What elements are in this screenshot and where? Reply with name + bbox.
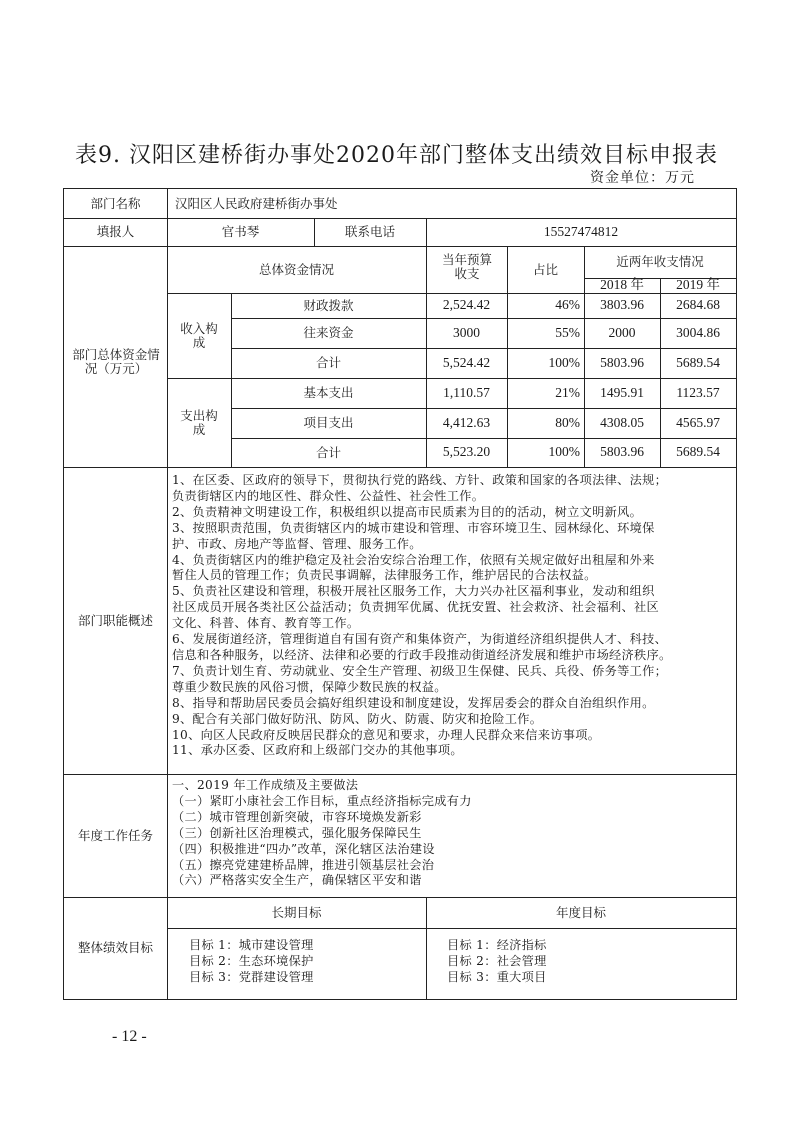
phone-label: 联系电话 [344,224,395,240]
text-line: （五）擦亮党建建桥品牌，推进引领基层社会治 [172,857,435,872]
text-line: （二）城市管理创新突破，市容环境焕发新彩 [172,809,422,824]
row-name: 合计 [315,355,341,371]
text-line: 社区成员开展各类社区公益活动；负责拥军优属、优抚安置、社会救济、社会福利、社区 [172,600,660,615]
row-budget: 3000 [453,324,480,340]
goal-item: 目标 1：城市建设管理 [189,938,314,952]
text-line: 3、按照职责范围，负责街辖区内的城市建设和管理、市容环境卫生、园林绿化、环境保 [172,520,655,535]
row-name: 往来资金 [303,325,354,341]
goal-item: 目标 2：社会管理 [447,953,547,968]
col-divider [167,189,168,999]
expense-label: 支出构成 [180,408,218,437]
text-line: （四）积极推进“四办”改革，深化辖区法治建设 [172,841,435,856]
text-line: 9、配合有关部门做好防汛、防风、防火、防震、防灾和抢险工作。 [172,711,543,726]
row-ratio: 100% [548,444,580,460]
col-budget-header: 当年预算收支 [441,252,492,281]
row-name: 基本支出 [303,385,354,401]
functions-label: 部门职能概述 [77,612,153,628]
row-2019: 3004.86 [676,324,720,340]
row-budget: 1,110.57 [443,384,490,400]
text-line: 尊重少数民族的风俗习惯，保障少数民族的权益。 [172,679,447,694]
text-line: 2、负责精神文明建设工作，积极组织以提高市民质素为目的的活动，树立文明新风。 [172,504,643,519]
document-title: 表9. 汉阳区建桥街办事处2020年部门整体支出绩效目标申报表 [75,143,718,168]
long-term-header: 长期目标 [271,904,322,920]
text-line: （一）紧盯小康社会工作目标，重点经济指标完成有力 [172,793,472,808]
row-name: 项目支出 [303,415,354,431]
dept-name-label: 部门名称 [90,195,141,211]
phone-value: 15527474812 [543,223,619,239]
row-ratio: 55% [555,324,580,340]
text-line: 4、负责街辖区内的维护稳定及社会治安综合治理工作，依照有关规定做好出租屋和外来 [172,552,655,567]
row-ratio: 80% [555,414,580,430]
tasks-label: 年度工作任务 [77,827,153,843]
text-line: 6、发展街道经济，管理街道自有国有资产和集体资产，为街道经济组织提供人才、科技、 [172,632,668,647]
text-line: 护、市政、房地产等监督、管理、服务工作。 [172,536,422,551]
text-line: 文化、科普、体育、教育等工作。 [172,616,360,631]
row-2018: 1495.91 [600,384,644,400]
functions-text [172,473,734,759]
goal-item: 目标 3：重大项目 [447,969,547,984]
col-ratio-header: 占比 [532,261,558,277]
row-2018: 4308.05 [600,414,644,430]
text-line: 信息和各种服务，以经济、法律和必要的行政手段推动街道经济发展和维护市场经济秩序。 [172,647,672,662]
goals-label: 整体绩效目标 [77,940,153,956]
income-label: 收入构成 [180,321,218,350]
col-recent-header: 近两年收支情况 [616,254,704,270]
text-line: 11、承办区委、区政府和上级部门交办的其他事项。 [172,743,463,758]
annual-goals [447,938,547,986]
goal-item: 目标 2：生态环境保护 [189,953,314,968]
row-budget: 2,524.42 [442,297,491,313]
row-2019: 1123.57 [676,384,720,400]
row-budget: 4,412.63 [442,414,491,430]
dept-name-value: 汉阳区人民政府建桥街办事处 [175,195,338,211]
text-line: 7、负责计划生育、劳动就业、安全生产管理、初级卫生保健、民兵、兵役、侨务等工作； [172,663,668,678]
text-line: 5、负责社区建设和管理，积极开展社区服务工作，大力兴办社区福利事业，发动和组织 [172,584,655,599]
row-2019: 5689.54 [676,354,720,370]
row-2018: 5803.96 [600,354,644,370]
text-line: （六）严格落实安全生产，确保辖区平安和谐 [172,873,422,888]
page-number: - 12 - [112,1028,147,1045]
row-2019: 2684.68 [676,297,720,313]
text-line: （三）创新社区治理模式，强化服务保障民生 [172,825,422,840]
row-2018: 3803.96 [600,297,644,313]
reporter-value: 官书琴 [221,224,260,240]
row-budget: 5,524.42 [442,354,491,370]
annual-header: 年度目标 [555,904,606,920]
long-term-goals [189,938,314,986]
row-name: 合计 [315,444,341,460]
row-2018: 2000 [608,324,636,340]
row-2019: 4565.97 [676,414,720,430]
row-divider [167,928,736,929]
col-2019-header: 2019 年 [676,277,720,293]
text-line: 10、向区人民政府反映居民群众的意见和要求，办理人民群众来信来访事项。 [172,727,601,742]
text-line: 负责街辖区内的地区性、群众性、公益性、社会性工作。 [172,488,485,503]
reporter-label: 填报人 [96,224,135,240]
col-overall-header: 总体资金情况 [258,261,334,277]
text-line: 一、2019 年工作成绩及主要做法 [172,778,359,792]
col-2018-header: 2018 年 [600,277,644,293]
row-ratio: 21% [555,384,580,400]
goal-item: 目标 1：经济指标 [447,938,547,952]
row-name: 财政拨款 [303,297,354,313]
text-line: 8、指导和帮助居民委员会搞好组织建设和制度建设，发挥居委会的群众自治组织作用。 [172,695,655,710]
goal-item: 目标 3：党群建设管理 [189,969,314,984]
funds-section-label: 部门总体资金情况（万元） [72,347,160,376]
row-ratio: 100% [548,354,580,370]
performance-target-table [63,188,737,1000]
row-budget: 5,523.20 [442,444,491,460]
text-line: 1、在区委、区政府的领导下，贯彻执行党的路线、方针、政策和国家的各项法律、法规； [172,473,668,487]
row-ratio: 46% [555,297,580,313]
text-line: 暂住人员的管理工作；负责民事调解，法律服务工作，维护居民的合法权益。 [172,568,597,583]
row-2019: 5689.54 [676,444,720,460]
tasks-text [172,778,734,889]
currency-unit: 资金单位：万元 [590,170,695,186]
row-2018: 5803.96 [600,444,644,460]
